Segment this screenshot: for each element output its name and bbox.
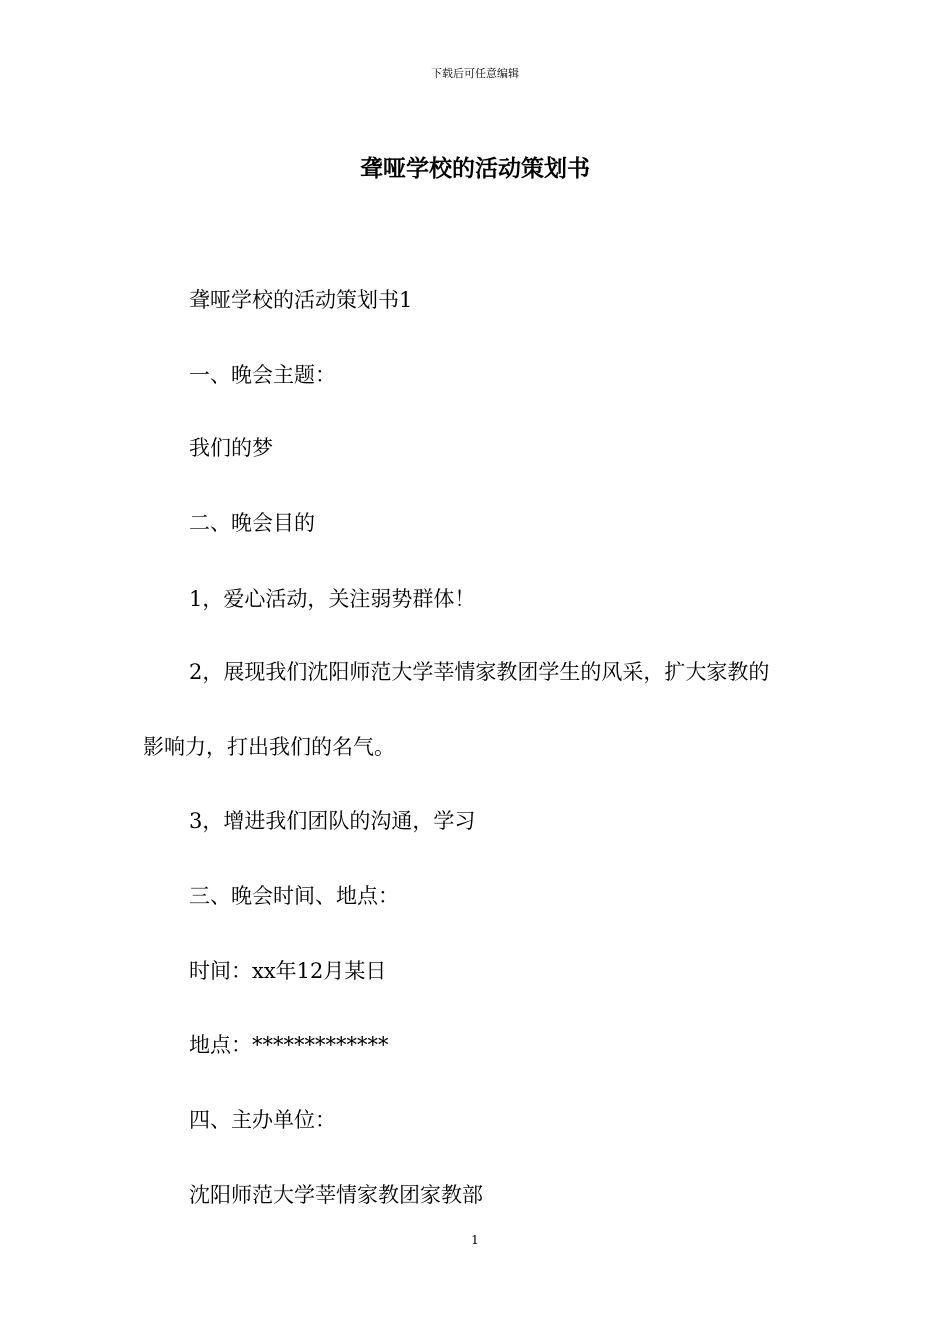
- document-title: 聋哑学校的活动策划书: [360, 155, 590, 182]
- paragraph-section-1-heading: 一、晚会主题：: [189, 363, 336, 387]
- paragraph-section-4-heading: 四、主办单位：: [189, 1108, 336, 1132]
- paragraph-purpose-3: 3，增进我们团队的沟通，学习: [189, 809, 476, 833]
- paragraph-subtitle: 聋哑学校的活动策划书1: [189, 288, 413, 312]
- paragraph-purpose-2-continued: 影响力，打出我们的名气。: [143, 735, 395, 759]
- paragraph-purpose-1: 1，爱心活动，关注弱势群体！: [189, 587, 476, 611]
- paragraph-theme: 我们的梦: [189, 436, 273, 460]
- header-note: 下载后可任意编辑: [431, 67, 519, 80]
- paragraph-purpose-2: 2，展现我们沈阳师范大学莘情家教团学生的风采，扩大家教的: [189, 660, 770, 684]
- paragraph-time: 时间：xx年12月某日: [189, 959, 387, 983]
- page-number: 1: [471, 1233, 479, 1247]
- paragraph-section-3-heading: 三、晚会时间、地点：: [189, 884, 399, 908]
- paragraph-organizer: 沈阳师范大学莘情家教团家教部: [189, 1183, 483, 1207]
- paragraph-location: 地点：*************: [189, 1033, 389, 1057]
- paragraph-section-2-heading: 二、晚会目的: [189, 511, 315, 535]
